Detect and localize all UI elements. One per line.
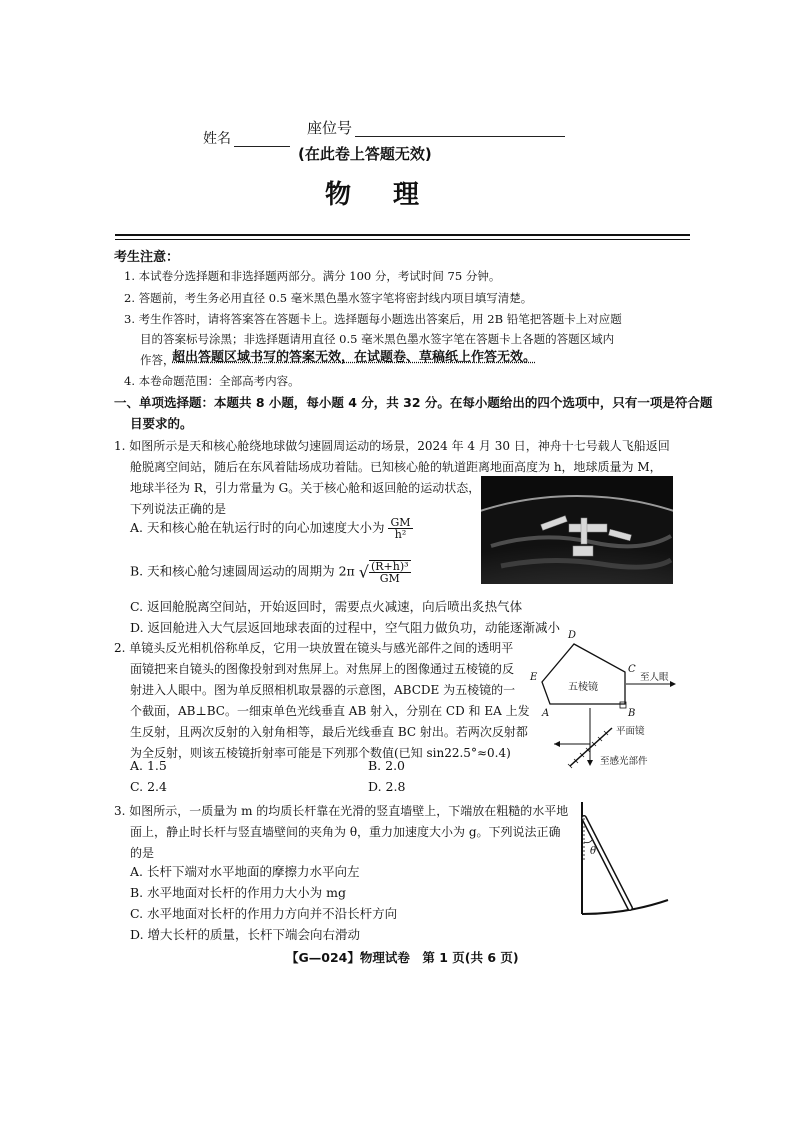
vertex-d-label: D bbox=[568, 630, 577, 641]
section1-heading: 一、单项选择题：本题共 8 小题，每小题 4 分，共 32 分。在每小题给出的四个选项中，只有一项是符合题 bbox=[114, 395, 713, 410]
prism-label: 五棱镜 bbox=[568, 682, 598, 693]
q2-line-5: 生反射，且两次反射的入射角相等，最后光线垂直 BC 射出。若两次反射都 bbox=[130, 725, 528, 739]
q2-line-3: 射进入人眼中。图为单反照相机取景器的示意图，ABCDE 为五棱镜的一 bbox=[130, 683, 516, 697]
q2-line-6: 为全反射，则该五棱镜折射率可能是下列那个数值(已知 sin22.5°≈0.4) bbox=[130, 746, 511, 760]
vertex-b-label: B bbox=[628, 708, 636, 719]
q1-line-2: 舱脱离空间站，随后在东风着陆场成功着陆。已知核心舱的轨道距离地面高度为 h，地球质量为 M， bbox=[130, 460, 662, 474]
q1-option-b-num: (R+h)³ bbox=[370, 560, 409, 573]
mirror-label: 平面镜 bbox=[616, 726, 645, 737]
q3-line-2: 面上，静止时长杆与竖直墙壁间的夹角为 θ，重力加速度大小为 g。下列说法正确 bbox=[130, 825, 561, 839]
q3-line-1: 3. 如图所示，一质量为 m 的均质长杆靠在光滑的竖直墙壁上，下端放在粗糙的水平地 bbox=[114, 804, 569, 818]
q1-option-a-text: A. 天和核心舱在轨运行时的向心加速度大小为 bbox=[130, 520, 385, 535]
q1-option-b-fraction bbox=[369, 560, 411, 584]
seat-field-line bbox=[355, 136, 565, 137]
eye-label: 至人眼 bbox=[640, 672, 669, 683]
q2-line-2: 面镜把来自镜头的图像投射到对焦屏上。对焦屏上的图像通过五棱镜的反 bbox=[130, 662, 515, 676]
sensor-label: 至感光部件 bbox=[600, 756, 648, 767]
q2-option-d[interactable]: D. 2.8 bbox=[368, 779, 406, 794]
q2-line-4: 个截面，AB⊥BC。一细束单色光线垂直 AB 射入，分别在 CD 和 EA 上发 bbox=[130, 704, 530, 718]
q1-option-a-den: h² bbox=[394, 528, 407, 541]
page-footer: 【G—024】物理试卷 第 1 页(共 6 页) bbox=[286, 950, 519, 965]
header-divider-thin bbox=[115, 239, 690, 240]
notice-item-4: 4. 本卷命题范围：全部高考内容。 bbox=[124, 374, 300, 388]
theta-label: θ bbox=[590, 846, 597, 857]
vertex-c-label: C bbox=[628, 664, 636, 675]
notice-title: 考生注意： bbox=[114, 250, 180, 265]
name-field-line bbox=[234, 146, 290, 147]
header-divider bbox=[115, 234, 690, 236]
name-label: 姓名 bbox=[203, 131, 231, 147]
q3-option-d[interactable]: D. 增大长杆的质量，长杆下端会向右滑动 bbox=[130, 927, 361, 942]
q2-option-a[interactable]: A. 1.5 bbox=[130, 758, 167, 773]
notice-item-3-emphasis: 超出答题区域书写的答案无效，在试题卷、草稿纸上作答无效。 bbox=[172, 350, 537, 365]
section1-heading-cont: 目要求的。 bbox=[130, 416, 193, 431]
q1-option-b[interactable] bbox=[130, 560, 411, 584]
rod-wall-diagram bbox=[572, 800, 672, 920]
sqrt-icon: √ bbox=[358, 562, 369, 582]
notice-item-2: 2. 答题前，考生务必用直径 0.5 毫米黑色墨水签字笔将密封线内项目填写清楚。 bbox=[124, 291, 533, 305]
q1-line-3: 地球半径为 R，引力常量为 G。关于核心舱和返回舱的运动状态， bbox=[130, 481, 481, 495]
q1-option-b-text: B. 天和核心舱匀速圆周运动的周期为 2π bbox=[130, 563, 355, 579]
vertex-e-label: E bbox=[530, 672, 538, 683]
q2-option-c[interactable]: C. 2.4 bbox=[130, 779, 167, 794]
pentaprism-diagram bbox=[530, 632, 690, 772]
q2-line-1: 2. 单镜头反光相机俗称单反，它用一块放置在镜头与感光部件之间的透明平 bbox=[114, 641, 514, 655]
q1-option-a[interactable] bbox=[130, 517, 413, 540]
q3-option-b[interactable]: B. 水平地面对长杆的作用力大小为 mg bbox=[130, 885, 346, 900]
vertex-a-label: A bbox=[542, 708, 550, 719]
q1-option-d[interactable]: D. 返回舱进入大气层返回地球表面的过程中，空气阻力做负功，动能逐渐减小 bbox=[130, 620, 561, 635]
q3-line-3: 的是 bbox=[130, 846, 155, 860]
q1-option-b-den: GM bbox=[379, 572, 400, 585]
q2-option-b[interactable]: B. 2.0 bbox=[368, 758, 406, 773]
q1-option-a-num: GM bbox=[390, 516, 411, 529]
notice-item-1: 1. 本试卷分选择题和非选择题两部分。满分 100 分，考试时间 75 分钟。 bbox=[124, 269, 501, 283]
notice-item-3-tail: 作答， bbox=[140, 353, 175, 367]
seat-label: 座位号 bbox=[307, 119, 353, 137]
notice-item-3-cont: 目的答案标号涂黑；非选择题请用直径 0.5 毫米黑色墨水签字笔在答题卡上各题的答题区域内 bbox=[140, 332, 615, 346]
space-station-photo bbox=[481, 476, 673, 584]
subject-title: 物 理 bbox=[325, 180, 428, 210]
q1-line-4: 下列说法正确的是 bbox=[130, 502, 227, 516]
q1-option-a-fraction bbox=[388, 517, 412, 540]
q1-option-c[interactable]: C. 返回舱脱离空间站，开始返回时，需要点火减速，向后喷出炙热气体 bbox=[130, 599, 523, 614]
no-answer-note: (在此卷上答题无效) bbox=[298, 145, 432, 163]
q3-option-a[interactable]: A. 长杆下端对水平地面的摩擦力水平向左 bbox=[130, 864, 360, 879]
q3-option-c[interactable]: C. 水平地面对长杆的作用力方向并不沿长杆方向 bbox=[130, 906, 398, 921]
notice-item-3: 3. 考生作答时，请将答案答在答题卡上。选择题每小题选出答案后，用 2B 铅笔把答题卡上对应题 bbox=[124, 312, 622, 326]
q1-line-1: 1. 如图所示是天和核心舱绕地球做匀速圆周运动的场景，2024 年 4 月 30 日，神舟十七号载人飞船返回 bbox=[114, 439, 670, 453]
